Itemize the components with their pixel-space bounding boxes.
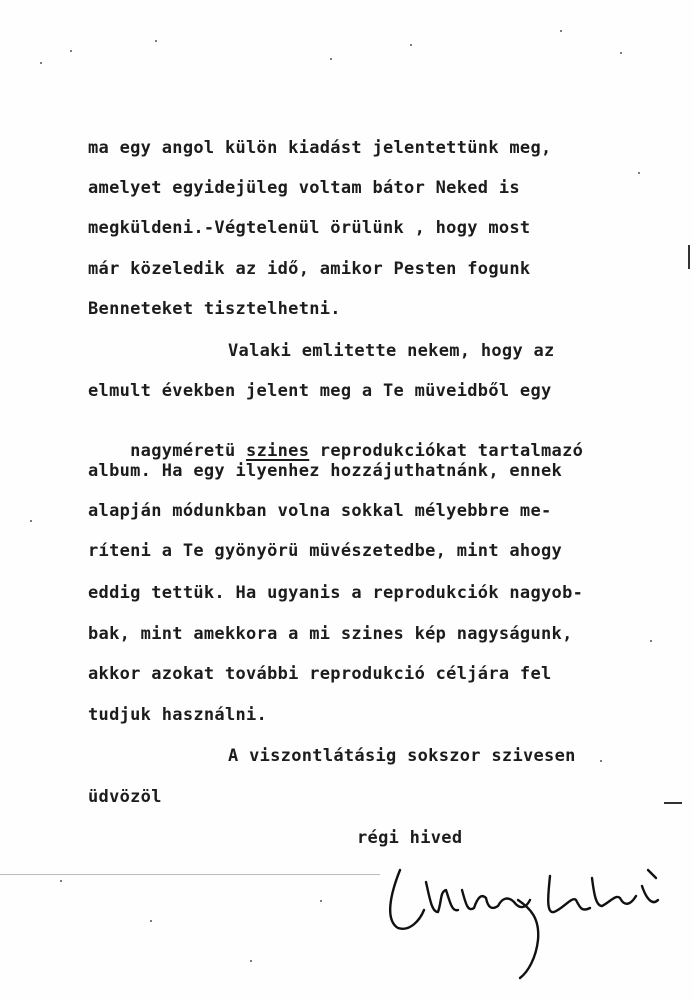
paper-speck	[320, 900, 322, 902]
paper-speck	[30, 520, 32, 522]
letter-line-2: amelyet egyidejüleg voltam bátor Neked is	[88, 178, 520, 198]
letter-line-3: megküldeni.-Végtelenül örülünk , hogy most	[88, 218, 531, 238]
paper-speck	[155, 40, 157, 42]
paper-speck	[330, 58, 332, 60]
closing-greeting: A viszontlátásig sokszor szivesen	[228, 746, 576, 766]
handwritten-signature	[380, 850, 680, 980]
paper-speck	[150, 920, 152, 922]
letter-line-7: elmult években jelent meg a Te müveidből egy	[88, 381, 552, 401]
paper-speck	[60, 880, 62, 882]
paper-speck	[650, 640, 652, 642]
line-8-prefix: nagyméretü	[130, 441, 247, 461]
margin-mark	[664, 802, 682, 804]
paper-speck	[638, 172, 640, 174]
letter-line-1: ma egy angol külön kiadást jelentettünk meg,	[88, 138, 552, 158]
letter-line-5: Benneteket tisztelhetni.	[88, 299, 341, 319]
paper-speck	[250, 960, 252, 962]
margin-mark	[688, 245, 690, 269]
closing-udvozol: üdvözöl	[88, 787, 162, 807]
line-8-suffix: reprodukciókat tartalmazó	[309, 441, 584, 461]
letter-line-4: már közeledik az idő, amikor Pesten fogunk	[88, 259, 531, 279]
closing-regi-hived: régi hived	[357, 828, 463, 848]
margin-mark	[0, 874, 380, 875]
letter-line-13: bak, mint amekkora a mi szines kép nagyságunk,	[88, 624, 573, 644]
paper-speck	[600, 760, 602, 762]
letter-line-10: alapján módunkban volna sokkal mélyebbre me-	[88, 501, 552, 521]
underlined-word-szines: szines	[246, 441, 310, 461]
letter-line-6: Valaki emlitette nekem, hogy az	[228, 341, 555, 361]
letter-line-15: tudjuk használni.	[88, 705, 268, 725]
letter-line-14: akkor azokat további reprodukció céljára fel	[88, 664, 552, 684]
paper-speck	[70, 50, 72, 52]
letter-line-12: eddig tettük. Ha ugyanis a reprodukciók nagyob-	[88, 583, 584, 603]
paper-speck	[620, 52, 622, 54]
paper-speck	[560, 30, 562, 32]
letter-line-9: album. Ha egy ilyenhez hozzájuthatnánk, ennek	[88, 461, 563, 481]
paper-speck	[410, 44, 412, 46]
letter-line-11: ríteni a Te gyönyörü müvészetedbe, mint ahogy	[88, 541, 563, 561]
paper-speck	[40, 62, 42, 64]
